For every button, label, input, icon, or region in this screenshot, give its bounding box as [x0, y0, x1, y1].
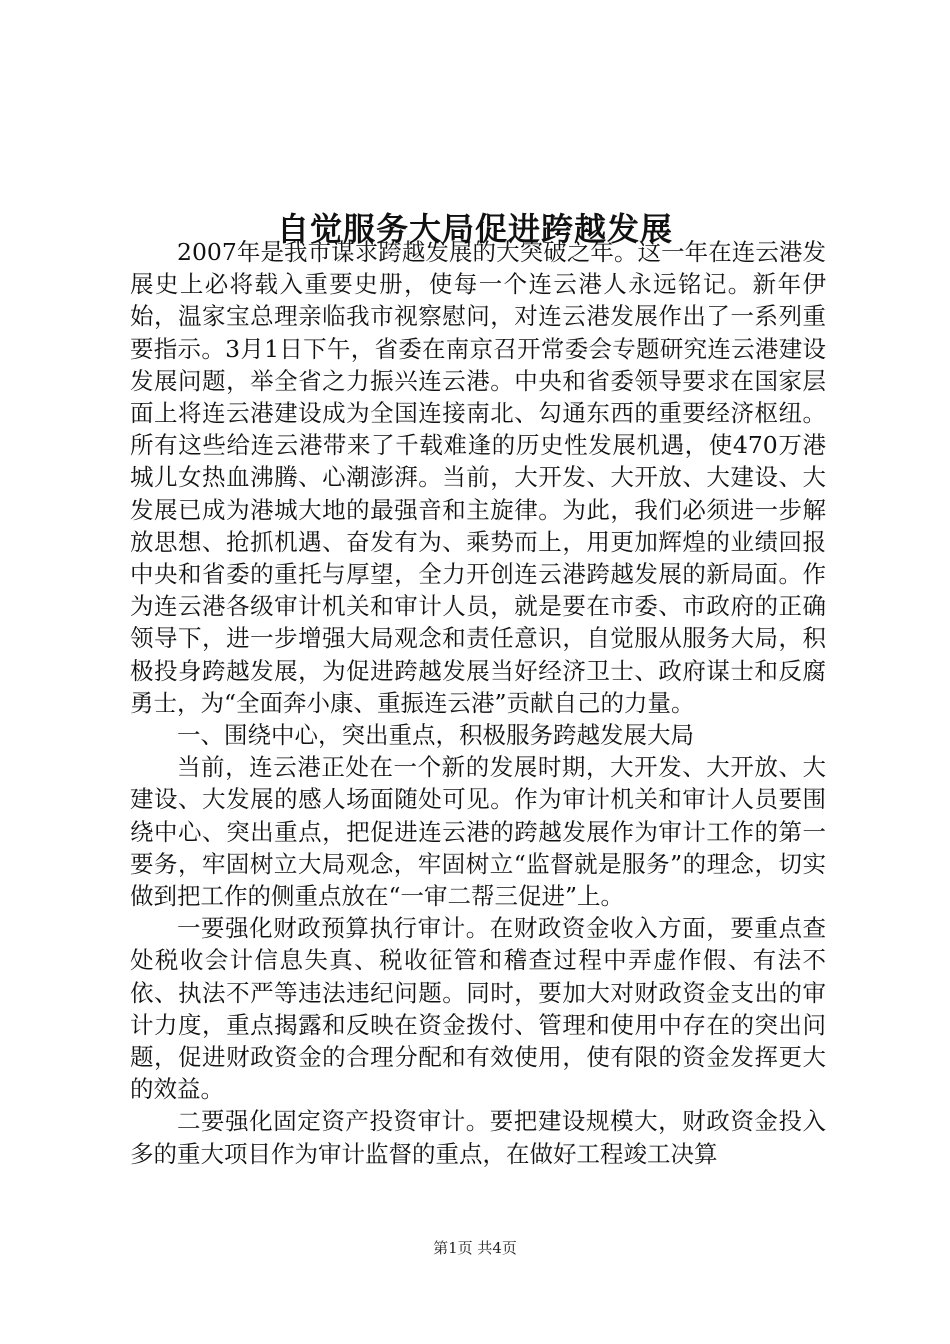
document-title: 自觉服务大局促进跨越发展 [276, 210, 673, 249]
section-heading-1: 一、围绕中心，突出重点，积极服务跨越发展大局 [177, 721, 694, 750]
paragraph-section-1: 当前，连云港正处在一个新的发展时期，大开发、大开放、大建设、大发展的感人场面随处可见。作为审计机关和审计人员要围绕中心、突出重点，把促进连云港的跨越发展作为审计工作的第一要务，牢固树立大局观念，牢固树立“监督就是服务”的理念，切实做到把工作的侧重点放在“一审二帮三促进”上。 [130, 753, 826, 911]
paragraph-intro: 2007年是我市谋求跨越发展的大突破之年。这一年在连云港发展史上必将载入重要史册，使每一个连云港人永远铭记。新年伊始，温家宝总理亲临我市视察慰问，对连云港发展作出了一系列重要指示。3月1日下午，省委在南京召开常委会专题研究连云港建设发展问题，举全省之力振兴连云港。中央和省委领导要求在国家层面上将连云港建设成为全国连接南北、勾通东西的重要经济枢纽。所有这些给连云港带来了千载难逢的历史性发展机遇，使470万港城儿女热血沸腾、心潮澎湃。当前，大开发、大开放、大建设、大发展已成为港城大地的最强音和主旋律。为此，我们必须进一步解放思想、抢抓机遇、奋发有为、乘势而上，用更加辉煌的业绩回报中央和省委的重托与厚望，全力开创连云港跨越发展的新局面。作为连云港各级审计机关和审计人员，就是要在市委、市政府的正确领导下，进一步增强大局观念和责任意识，自觉服从服务大局，积极投身跨越发展，为促进跨越发展当好经济卫士、政府谋士和反腐勇士，为“全面奔小康、重振连云港”贡献自己的力量。 [130, 238, 826, 717]
document-body [130, 236, 826, 1170]
paragraph-investment-audit: 二要强化固定资产投资审计。要把建设规模大，财政资金投入多的重大项目作为审计监督的重点，在做好工程竣工决算 [130, 1107, 826, 1168]
paragraph-fiscal-audit: 一要强化财政预算执行审计。在财政资金收入方面，要重点查处税收会计信息失真、税收征管和稽查过程中弄虚作假、有法不依、执法不严等违法违纪问题。同时，要加大对财政资金支出的审计力度，重点揭露和反映在资金拨付、管理和使用中存在的突出问题，促进财政资金的合理分配和有效使用，使有限的资金发挥更大的效益。 [130, 914, 826, 1104]
page-footer: 第1页 共4页 [433, 1239, 517, 1257]
